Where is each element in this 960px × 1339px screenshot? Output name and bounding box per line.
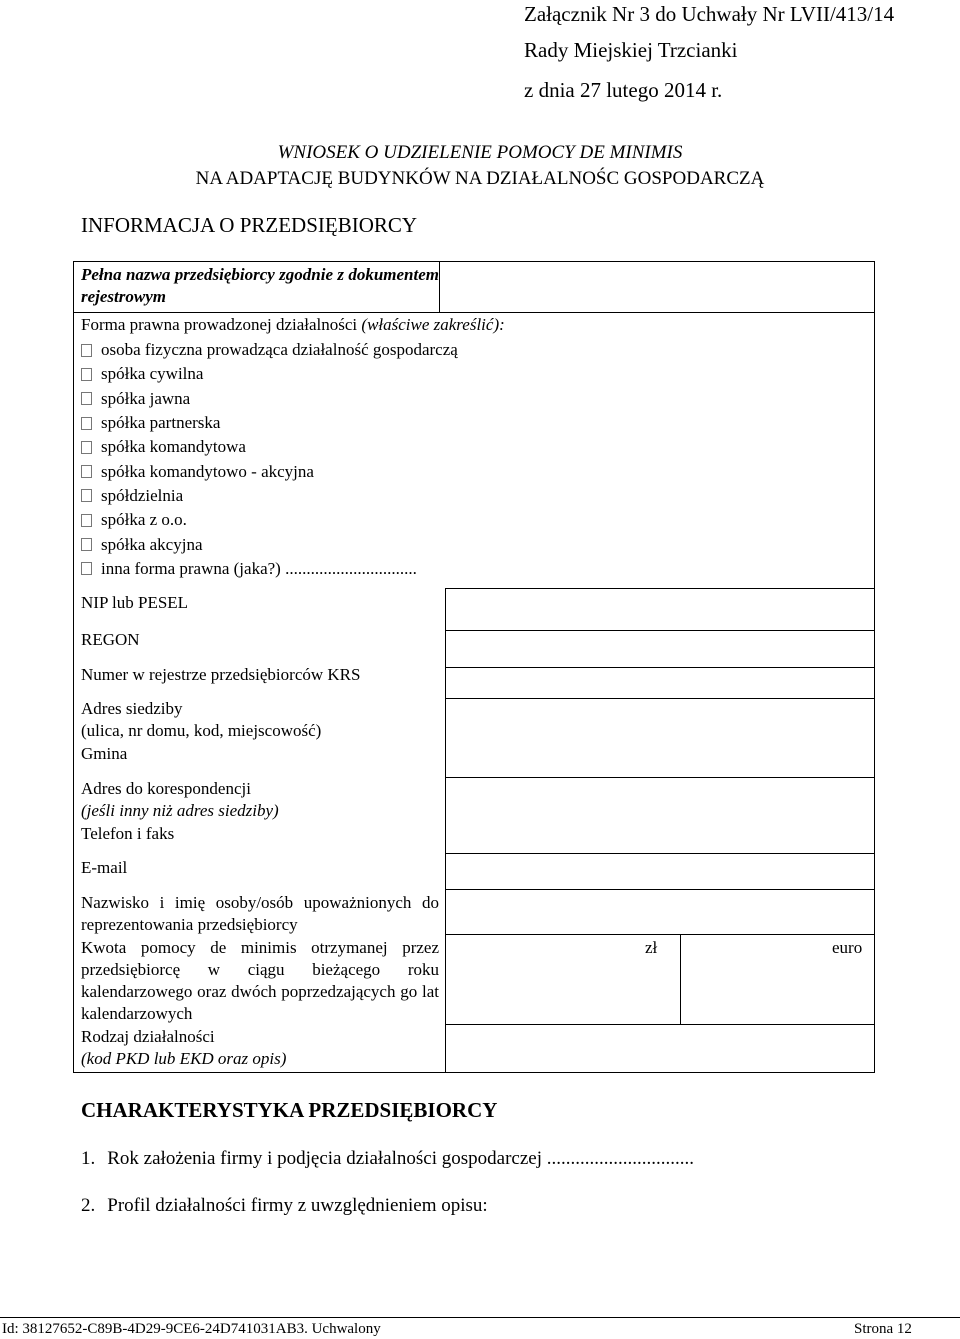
correspondence-address-label: Adres do korespondencji [81,779,251,798]
attachment-header-line-3: z dnia 27 lutego 2014 r. [524,78,723,102]
footer-rule [0,1317,960,1318]
activity-type-hint: (kod PKD lub EKD oraz opis) [81,1049,287,1068]
checkbox-icon[interactable] [81,538,92,551]
document-title-line-1: WNIOSEK O UDZIELENIE POMOCY DE MINIMIS [277,142,683,163]
table-divider [445,1024,875,1025]
address-label: Adres siedziby [81,699,183,718]
document-title-line-2: NA ADAPTACJĘ BUDYNKÓW NA DZIAŁALNOŚC GOSPODARCZĄ [195,168,765,189]
address-hint: (ulica, nr domu, kod, miejscowość) [81,721,322,740]
legal-form-option[interactable]: inna forma prawna (jaka?) ............................... [81,557,458,581]
table-divider [445,630,875,631]
table-divider [73,312,875,313]
legal-form-option[interactable]: spółdzielnia [81,484,458,508]
checkbox-icon[interactable] [81,368,92,381]
checkbox-icon[interactable] [81,417,92,430]
question-business-profile: 2. Profil działalności firmy z uwzględnieniem opisu: [81,1195,488,1216]
footer-page-number: Strona 12 [854,1321,912,1337]
section-heading-company-characteristics: CHARAKTERYSTYKA PRZEDSIĘBIORCY [81,1098,498,1122]
phone-fax-label: Telefon i faks [81,824,175,843]
regon-label: REGON [81,630,140,649]
table-divider [445,934,875,935]
question-founding-year: 1. Rok założenia firmy i podjęcia działalności gospodarczej ............................... [81,1148,694,1169]
representatives-label: Nazwisko i imię osoby/osób upoważnionych do reprezentowania przedsiębiorcy [81,893,439,934]
legal-form-option[interactable]: spółka akcyjna [81,532,458,556]
legal-form-option[interactable]: spółka cywilna [81,362,458,386]
table-divider [445,698,875,699]
legal-form-options [81,338,458,581]
attachment-header-line-2: Rady Miejskiej Trzcianki [524,38,738,62]
checkbox-icon[interactable] [81,441,92,454]
activity-type-label: Rodzaj działalności [81,1027,215,1046]
legal-form-option[interactable]: osoba fizyczna prowadząca działalność gospodarczą [81,338,458,362]
legal-form-option[interactable]: spółka jawna [81,387,458,411]
table-divider [445,853,875,854]
gmina-label: Gmina [81,744,128,763]
table-divider [445,588,875,589]
currency-eur-label: euro [832,938,863,957]
legal-form-label: Forma prawna prowadzonej działalności (właściwe zakreślić): [81,315,505,334]
legal-form-option[interactable]: spółka komandytowa [81,435,458,459]
de-minimis-aid-label: Kwota pomocy de minimis otrzymanej przez przedsiębiorcę w ciągu bieżącego roku kalendarzowego oraz dwóch poprzedzających go lat kalendarzowych [81,938,439,1023]
legal-form-option[interactable]: spółka z o.o. [81,508,458,532]
krs-label: Numer w rejestrze przedsiębiorców KRS [81,665,361,684]
checkbox-icon[interactable] [81,465,92,478]
legal-form-option[interactable]: spółka partnerska [81,411,458,435]
checkbox-icon[interactable] [81,392,92,405]
currency-pln-label: zł [645,938,658,957]
attachment-header-line-1: Załącznik Nr 3 do Uchwały Nr LVII/413/14 [524,2,895,26]
checkbox-icon[interactable] [81,514,92,527]
nip-label: NIP lub PESEL [81,593,189,612]
table-divider [445,889,875,890]
section-heading-company-info: INFORMACJA O PRZEDSIĘBIORCY [81,213,418,237]
legal-form-option[interactable]: spółka komandytowo - akcyjna [81,459,458,483]
full-name-label: Pełna nazwa przedsiębiorcy zgodnie z dokumentem rejestrowym [81,265,439,306]
table-divider [680,934,681,1025]
table-divider [445,588,446,1073]
email-label: E-mail [81,858,128,877]
checkbox-icon[interactable] [81,489,92,502]
footer-document-id: Id: 38127652-C89B-4D29-9CE6-24D741031AB3. Uchwalony [2,1321,381,1337]
checkbox-icon[interactable] [81,562,92,575]
correspondence-address-hint: (jeśli inny niż adres siedziby) [81,801,279,820]
checkbox-icon[interactable] [81,344,92,357]
table-divider [439,261,440,313]
table-divider [445,777,875,778]
table-divider [445,667,875,668]
